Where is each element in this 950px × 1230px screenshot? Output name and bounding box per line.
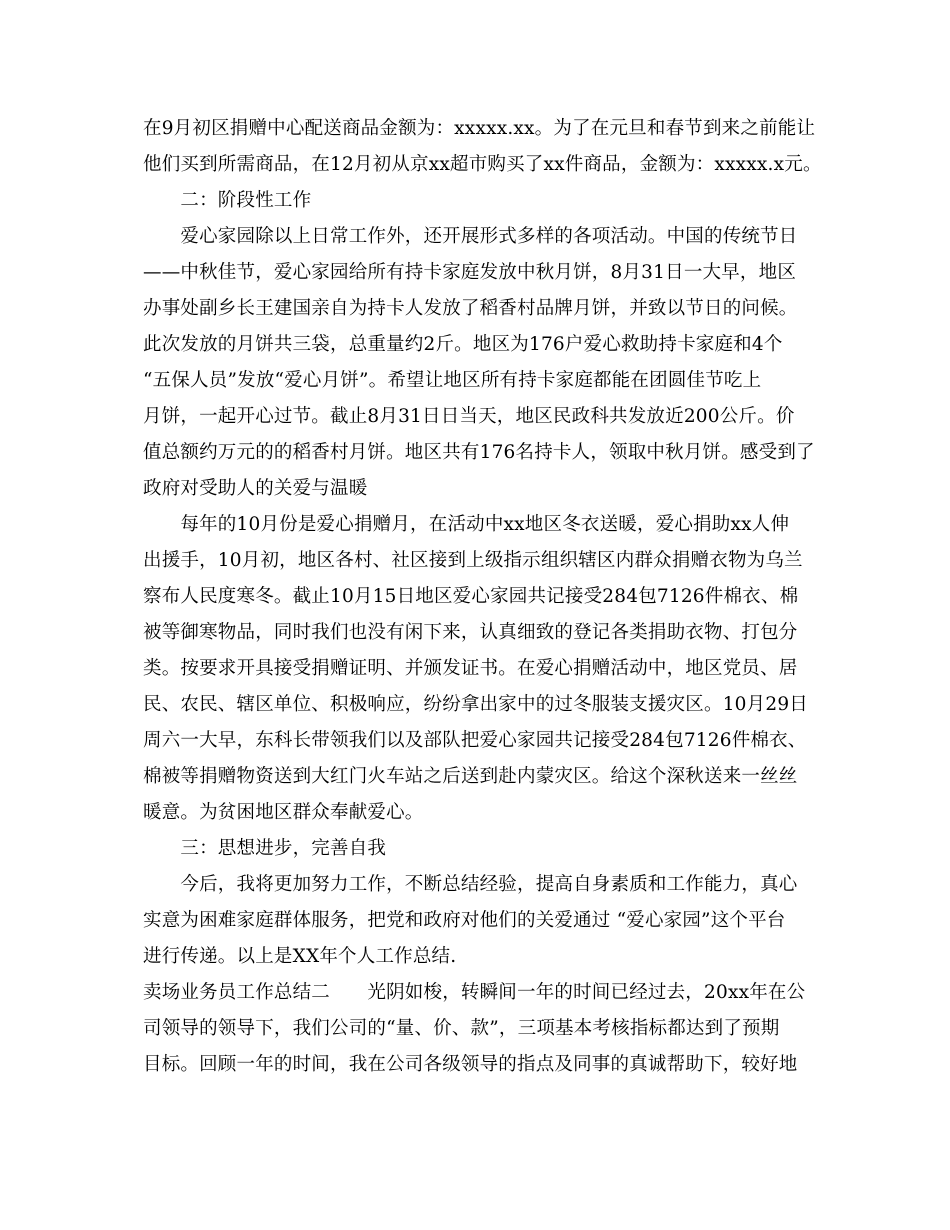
text-line: 民、农民、辖区单位、积极响应，纷纷拿出家中的过冬服装支援灾区。10月29日 xyxy=(143,694,808,715)
text-line: 司领导的领导下，我们公司的“量、价、款”，三项基本考核指标都达到了预期 xyxy=(143,1018,780,1039)
text-line: 周六一大早，东科长带领我们以及部队把爱心家园共记接受284包7126件棉衣、 xyxy=(143,730,807,751)
text-line: 被等御寒物品，同时我们也没有闲下来，认真细致的登记各类捐助衣物、打包分 xyxy=(143,622,798,643)
text-line: 值总额约万元的的稻香村月饼。地区共有176名持卡人，领取中秋月饼。感受到了 xyxy=(143,442,815,463)
text-line: ——中秋佳节，爱心家园给所有持卡家庭发放中秋月饼，8月31日一大早，地区 xyxy=(143,262,797,283)
text-line: 在9月初区捐赠中心配送商品金额为：xxxxx.xx。为了在元旦和春节到来之前能让 xyxy=(143,118,816,139)
text-line: 实意为困难家庭群体服务，把党和政府对他们的关爱通过 “爱心家园”这个平台 xyxy=(143,910,786,931)
text-line: 察布人民度寒冬。截止10月15日地区爱心家园共记接受284包7126件棉衣、棉 xyxy=(143,586,799,607)
text-line: 进行传递。以上是XX年个人工作总结. xyxy=(143,946,457,967)
text-line: 目标。回顾一年的时间，我在公司各级领导的指点及同事的真诚帮助下，较好地 xyxy=(143,1054,798,1075)
text-line: “五保人员”发放“爱心月饼”。希望让地区所有持卡家庭都能在团圆佳节吃上 xyxy=(143,370,762,391)
text-line: 暖意。为贫困地区群众奉献爱心。 xyxy=(143,802,424,823)
text-line: 他们买到所需商品，在12月初从京xx超市购买了xx件商品，金额为：xxxxx.x元。 xyxy=(143,154,822,175)
text-line: 此次发放的月饼共三袋，总重量约2斤。地区为176户爱心救助持卡家庭和4个 xyxy=(143,334,783,355)
text-line: 类。按要求开具接受捐赠证明、并颁发证书。在爱心捐赠活动中，地区党员、居 xyxy=(143,658,798,679)
text-line: 出援手，10月初，地区各村、社区接到上级指示组织辖区内群众捐赠衣物为乌兰 xyxy=(143,550,803,571)
text-line: 爱心家园除以上日常工作外，还开展形式多样的各项活动。中国的传统节日 xyxy=(143,226,798,247)
text-line: 政府对受助人的关爱与温暖 xyxy=(143,478,368,499)
section-heading: 三：思想进步，完善自我 xyxy=(143,838,387,859)
text-line: 棉被等捐赠物资送到大红门火车站之后送到赴内蒙灾区。给这个深秋送来一丝丝 xyxy=(143,766,798,787)
text-line: 办事处副乡长王建国亲自为持卡人发放了稻香村品牌月饼，并致以节日的问候。 xyxy=(143,298,798,319)
text-line: 卖场业务员工作总结二 光阴如梭，转瞬间一年的时间已经过去，20xx年在公 xyxy=(143,982,806,1003)
text-line: 今后，我将更加努力工作，不断总结经验，提高自身素质和工作能力，真心 xyxy=(143,874,798,895)
text-line: 月饼，一起开心过节。截止8月31日日当天，地区民政科共发放近200公斤。价 xyxy=(143,406,795,427)
text-line: 每年的10月份是爱心捐赠月，在活动中xx地区冬衣送暖，爱心捐助xx人伸 xyxy=(143,514,790,535)
section-heading: 二：阶段性工作 xyxy=(143,190,312,211)
